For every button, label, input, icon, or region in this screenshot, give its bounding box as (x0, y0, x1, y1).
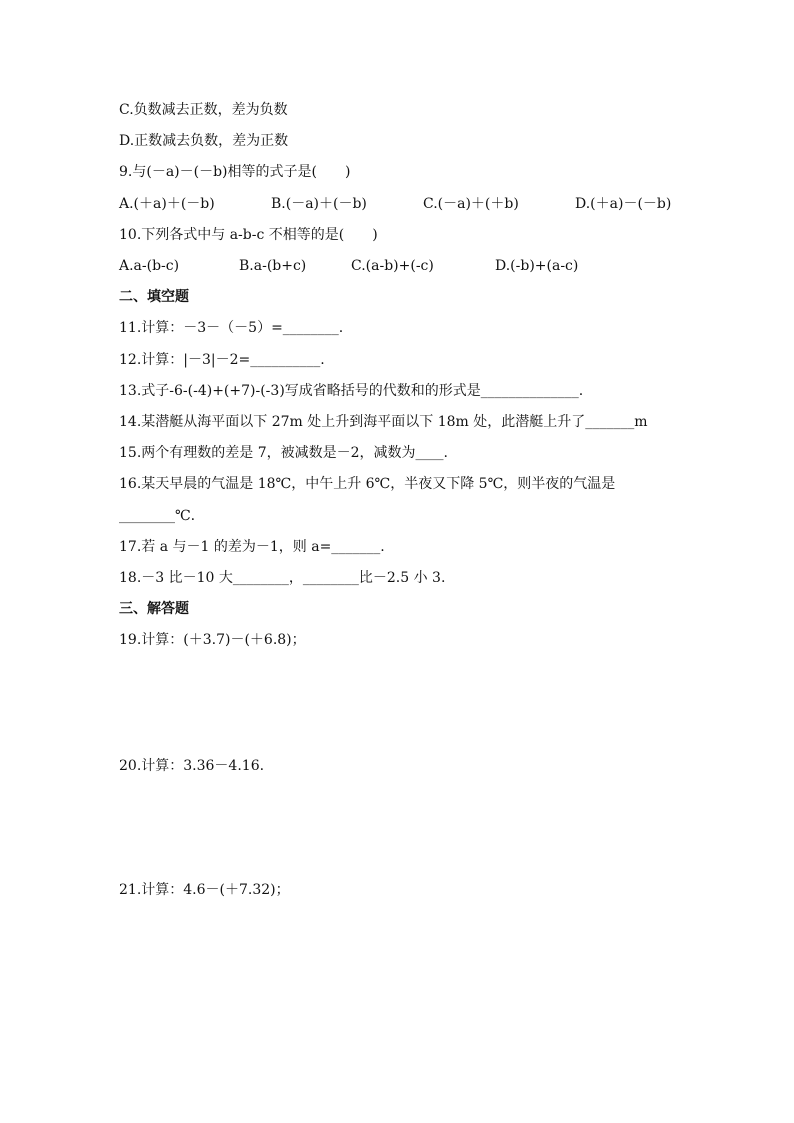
question-12: 12.计算：|－3|－2=__________. (119, 352, 325, 368)
section-heading-solutions: 三、解答题 (119, 601, 189, 617)
question-10: 10.下列各式中与 a-b-c 不相等的是( ) (119, 227, 378, 243)
question-20: 20.计算：3.36－4.16. (119, 758, 265, 774)
option-10d: D.(-b)+(a-c) (495, 258, 579, 274)
question-13: 13.式子-6-(-4)+(+7)-(-3)写成省略括号的代数和的形式是______________. (119, 383, 584, 399)
question-10-options (119, 256, 578, 276)
option-9a: A.(＋a)＋(－b) (119, 196, 215, 212)
option-9d: D.(＋a)－(－b) (575, 196, 672, 212)
question-9: 9.与(－a)－(－b)相等的式子是( ) (119, 164, 351, 180)
option-9c: C.(－a)＋(＋b) (423, 196, 519, 212)
option-9b: B.(－a)＋(－b) (271, 196, 367, 212)
option-10b: B.a-(b+c) (239, 258, 307, 274)
option-8c: C.负数减去正数，差为负数 (119, 102, 288, 118)
question-18: 18.－3 比－10 大________，________比－2.5 小 3. (119, 570, 446, 586)
option-10a: A.a-(b-c) (119, 258, 180, 274)
option-10c: C.(a-b)+(-c) (351, 258, 434, 274)
question-19: 19.计算：(＋3.7)－(＋6.8)； (119, 632, 306, 648)
question-14: 14.某潜艇从海平面以下 27m 处上升到海平面以下 18m 处，此潜艇上升了_______m (119, 414, 648, 430)
question-11: 11.计算：－3－（－5）=________. (119, 320, 344, 336)
section-heading-fill-in: 二、填空题 (119, 289, 189, 305)
question-15: 15.两个有理数的差是 7，被减数是－2，减数为____. (119, 445, 448, 461)
question-21: 21.计算：4.6－(＋7.32)； (119, 882, 290, 898)
question-16-continued: ________℃. (119, 508, 196, 524)
option-8d: D.正数减去负数，差为正数 (119, 133, 289, 149)
question-17: 17.若 a 与－1 的差为－1，则 a=_______. (119, 539, 385, 555)
question-16: 16.某天早晨的气温是 18℃，中午上升 6℃，半夜又下降 5℃，则半夜的气温是 (119, 476, 616, 492)
question-9-options (119, 194, 671, 214)
